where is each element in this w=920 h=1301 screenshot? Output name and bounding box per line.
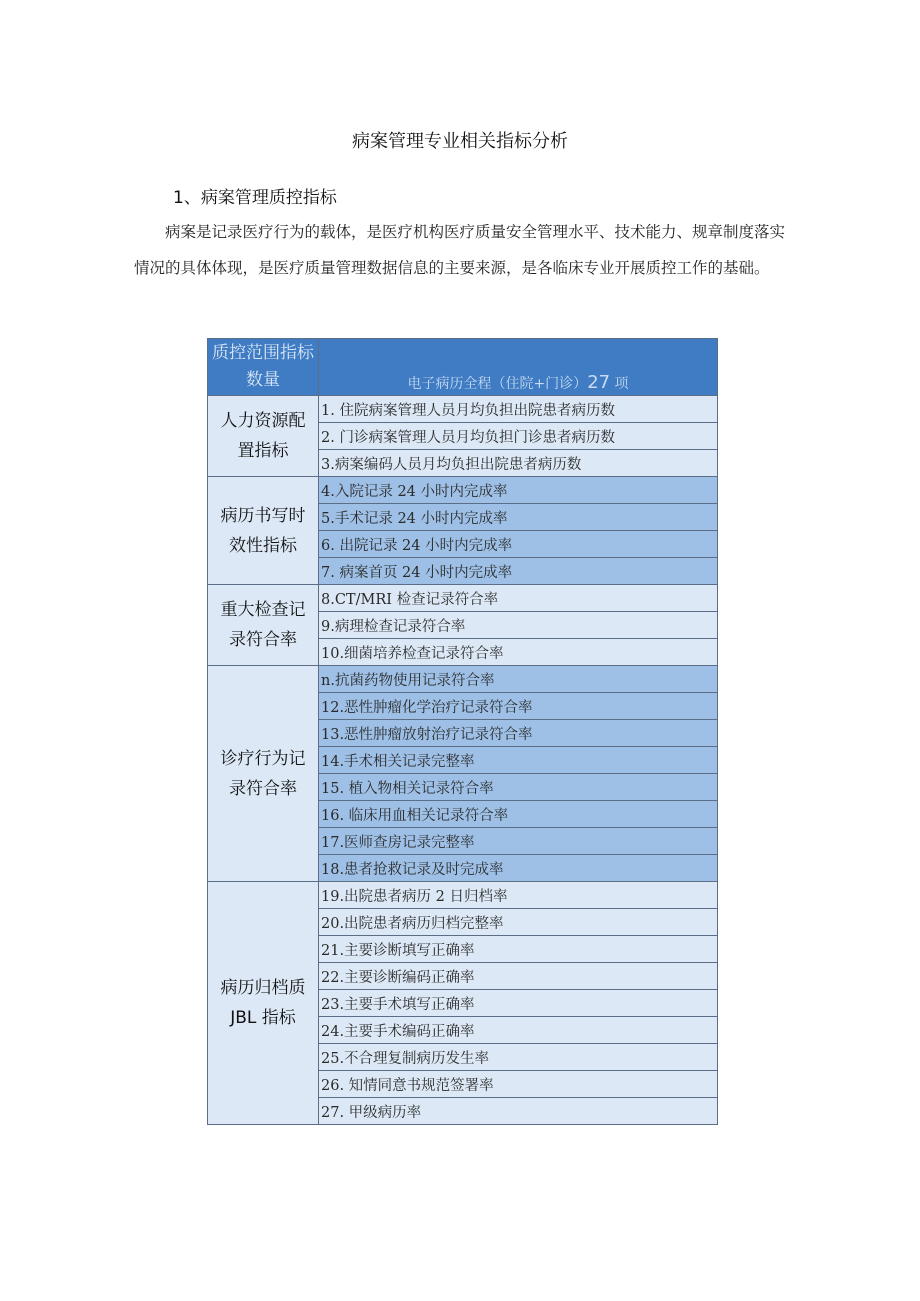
indicator-cell: 16. 临床用血相关记录符合率 [319, 801, 718, 828]
table-row [208, 477, 718, 504]
indicator-cell: 20.出院患者病历归档完整率 [319, 909, 718, 936]
header-scope-count: 27 [587, 372, 611, 393]
indicator-cell: n.抗菌药物使用记录符合率 [319, 666, 718, 693]
indicator-cell: 2. 门诊病案管理人员月均负担门诊患者病历数 [319, 423, 718, 450]
quality-indicator-table [207, 338, 718, 1125]
page-title: 病案管理专业相关指标分析 [352, 131, 568, 152]
category-cell [208, 666, 319, 882]
category-label: 人力资源配置指标 [220, 411, 306, 461]
indicator-cell: 9.病理检查记录符合率 [319, 612, 718, 639]
intro-paragraph: 病案是记录医疗行为的载体，是医疗机构医疗质量安全管理水平、技术能力、规章制度落实情况的具体体现，是医疗质量管理数据信息的主要来源，是各临床专业开展质控工作的基础。 [134, 223, 786, 277]
category-cell [208, 396, 319, 477]
indicator-cell: 23.主要手术填写正确率 [319, 990, 718, 1017]
indicator-cell: 14.手术相关记录完整率 [319, 747, 718, 774]
indicator-cell: 13.恶性肿瘤放射治疗记录符合率 [319, 720, 718, 747]
indicator-cell: 25.不合理复制病历发生率 [319, 1044, 718, 1071]
indicator-cell: 24.主要手术编码正确率 [319, 1017, 718, 1044]
header-category-cell: 质控范围指标数量 [208, 339, 319, 396]
indicator-cell: 3.病案编码人员月均负担出院患者病历数 [319, 450, 718, 477]
header-scope-cell [319, 339, 718, 396]
table-row [208, 882, 718, 909]
indicator-cell: 1. 住院病案管理人员月均负担出院患者病历数 [319, 396, 718, 423]
table-header-row [208, 339, 718, 396]
indicator-cell: 8.CT/MRI 检查记录符合率 [319, 585, 718, 612]
indicator-cell: 26. 知情同意书规范签署率 [319, 1071, 718, 1098]
category-label: 病历归档质JBL 指标 [220, 978, 306, 1028]
header-scope-prefix: 电子病历全程（住院+门诊） [407, 376, 588, 392]
category-label: 诊疗行为记录符合率 [220, 748, 306, 799]
indicator-cell: 18.患者抢救记录及时完成率 [319, 855, 718, 882]
category-label: 重大检查记录符合率 [220, 600, 306, 650]
indicator-cell: 19.出院患者病历 2 日归档率 [319, 882, 718, 909]
indicator-cell: 6. 出院记录 24 小时内完成率 [319, 531, 718, 558]
category-label: 病历书写时效性指标 [220, 505, 306, 556]
indicator-cell: 21.主要诊断填写正确率 [319, 936, 718, 963]
category-cell [208, 477, 319, 585]
indicator-cell: 7. 病案首页 24 小时内完成率 [319, 558, 718, 585]
indicator-cell: 10.细菌培养检查记录符合率 [319, 639, 718, 666]
category-cell [208, 882, 319, 1125]
indicator-cell: 17.医师查房记录完整率 [319, 828, 718, 855]
category-cell [208, 585, 319, 666]
header-scope-suffix: 项 [610, 376, 629, 392]
indicator-cell: 27. 甲级病历率 [319, 1098, 718, 1125]
table-row [208, 396, 718, 423]
indicator-cell: 15. 植入物相关记录符合率 [319, 774, 718, 801]
table-row [208, 666, 718, 693]
table-row [208, 585, 718, 612]
indicator-cell: 4.入院记录 24 小时内完成率 [319, 477, 718, 504]
section-heading: 1、病案管理质控指标 [173, 188, 337, 208]
indicator-cell: 5.手术记录 24 小时内完成率 [319, 504, 718, 531]
indicator-cell: 22.主要诊断编码正确率 [319, 963, 718, 990]
indicator-cell: 12.恶性肿瘤化学治疗记录符合率 [319, 693, 718, 720]
